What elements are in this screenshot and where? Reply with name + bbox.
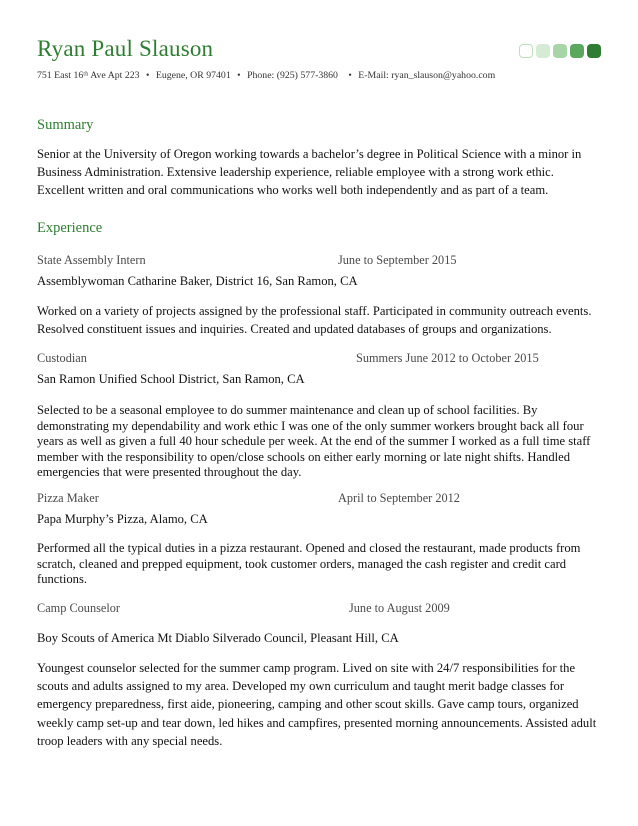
job-description-line: member with the responsibility to open/close schools on either early morning or late night shifts. Handled bbox=[37, 449, 571, 464]
job-description bbox=[37, 659, 597, 750]
job-description-line: Performed all the typical duties in a pizza restaurant. Opened and closed the restaurant, made products from bbox=[37, 541, 581, 555]
job-description-line: emergencies that were presented throughout the day. bbox=[37, 465, 302, 479]
job-dates: June to August 2009 bbox=[349, 601, 450, 615]
job-description-line: years as well as given a full 40 hour schedule per week. At the end of the summer I worked as a full time staff bbox=[37, 434, 591, 448]
accent-blocks bbox=[519, 44, 601, 58]
job-title: Pizza Maker bbox=[37, 491, 99, 505]
contact-separator: • bbox=[348, 70, 352, 81]
job-description-line: Resolved constituent issues and inquiries. Created and updated databases of groups and organizations. bbox=[37, 322, 552, 337]
job-description-line: Worked on a variety of projects assigned by the professional staff. Participated in community outreach events. bbox=[37, 304, 592, 318]
job-title: Camp Counselor bbox=[37, 601, 120, 615]
accent-block-1 bbox=[519, 44, 533, 58]
contact-line bbox=[37, 70, 495, 81]
job-description bbox=[37, 302, 597, 338]
job-title: Custodian bbox=[37, 351, 87, 365]
job-dates: Summers June 2012 to October 2015 bbox=[356, 351, 539, 365]
contact-city: Eugene, OR 97401 bbox=[155, 70, 231, 81]
contact-address: 751 East 16ᵗʰ Ave Apt 223 bbox=[37, 70, 140, 81]
job-description bbox=[37, 403, 597, 481]
job-description-line: scouts and adults assigned to my area. Developed my own curriculum and taught merit badge classes for bbox=[37, 679, 565, 694]
resume-name: Ryan Paul Slauson bbox=[37, 36, 214, 61]
job-description-line: Youngest counselor selected for the summer camp program. Lived on site with 24/7 responsibilities for the bbox=[37, 661, 576, 675]
contact-separator: • bbox=[237, 70, 241, 81]
summary-line: Excellent written and oral communications who works well both independently and as part of a team. bbox=[37, 183, 549, 198]
job-dates: June to September 2015 bbox=[338, 253, 457, 267]
accent-block-5 bbox=[587, 44, 601, 58]
job-description-line: functions. bbox=[37, 572, 88, 586]
job-employer: Papa Murphy’s Pizza, Alamo, CA bbox=[37, 512, 208, 526]
summary-heading: Summary bbox=[37, 117, 94, 133]
job-description-line: scratch, cleaned and prepped equipment, took customer orders, managed the cash register and credit card bbox=[37, 556, 567, 571]
job-employer: Boy Scouts of America Mt Diablo Silverado Council, Pleasant Hill, CA bbox=[37, 631, 399, 645]
accent-block-4 bbox=[570, 44, 584, 58]
contact-email[interactable]: E-Mail: ryan_slauson@yahoo.com bbox=[358, 70, 496, 81]
job-title: State Assembly Intern bbox=[37, 253, 146, 267]
job-description-line: demonstrating my dependability and work ethic I was one of the only summer workers brought back all four bbox=[37, 418, 584, 433]
job-employer: Assemblywoman Catharine Baker, District 16, San Ramon, CA bbox=[37, 274, 358, 288]
job-description-line: Selected to be a seasonal employee to do summer maintenance and clean up of school facilities. By bbox=[37, 403, 538, 417]
contact-phone: Phone: (925) 577-3860 bbox=[247, 70, 338, 81]
job-description-line: troop leaders with any special needs. bbox=[37, 733, 223, 748]
job-employer: San Ramon Unified School District, San Ramon, CA bbox=[37, 372, 305, 386]
contact-separator: • bbox=[146, 70, 150, 81]
summary-paragraph bbox=[37, 145, 597, 200]
accent-block-2 bbox=[536, 44, 550, 58]
job-dates: April to September 2012 bbox=[338, 491, 460, 505]
job-description-line: weekly camp set-up and tear down, led hikes and campfires, presented morning announcements. Assisted adult bbox=[37, 715, 597, 730]
job-description bbox=[37, 541, 597, 588]
experience-heading: Experience bbox=[37, 220, 103, 236]
summary-line: Business Administration. Extensive leadership experience, reliable employee with a strong work ethic. bbox=[37, 165, 554, 180]
accent-block-3 bbox=[553, 44, 567, 58]
job-description-line: emergency preparedness, first aide, pioneering, camping and other scout skills. Gave camp tours, organized bbox=[37, 697, 579, 712]
summary-line: Senior at the University of Oregon working towards a bachelor’s degree in Political Science with a minor in bbox=[37, 147, 582, 161]
